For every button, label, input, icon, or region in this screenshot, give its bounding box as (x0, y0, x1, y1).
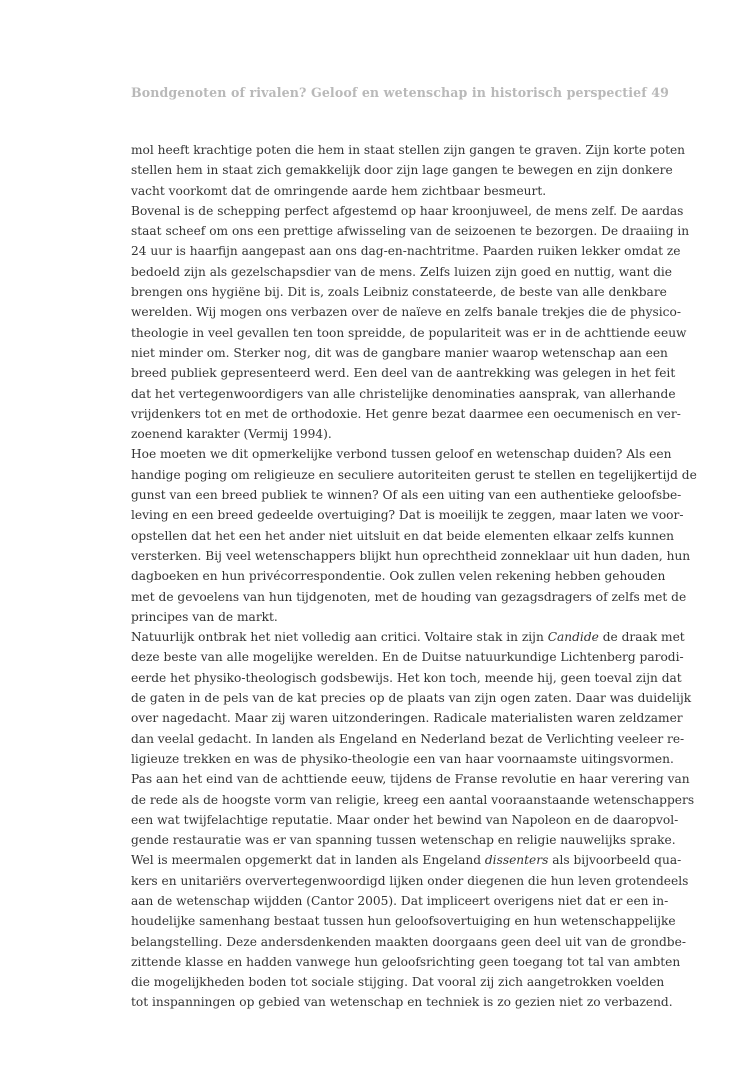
text-line: 24 uur is haarfijn aangepast aan ons dag-en-nachtritme. Paarden ruiken lekker omdat ze (131, 244, 681, 259)
text-line: gende restauratie was er van spanning tussen wetenschap en religie nauwelijks sprake. (131, 833, 676, 848)
text-fragment: de draak met (598, 630, 685, 645)
text-line: een wat twijfelachtige reputatie. Maar onder het bewind van Napoleon en de daaropvol- (131, 812, 679, 827)
text-line (131, 627, 685, 647)
text-line: de rede als de hoogste vorm van religie, kreeg een aantal vooraanstaande wetenschappers (131, 792, 695, 807)
text-line: belangstelling. Deze andersdenkenden maakten doorgaans geen deel uit van de grondbe- (131, 934, 686, 949)
text-fragment: Wel is meermalen opgemerkt dat in landen als Engeland (131, 853, 485, 868)
text-line: dagboeken en hun privécorrespondentie. Ook zullen velen rekening hebben gehouden (131, 569, 666, 584)
running-title: Bondgenoten of rivalen? Geloof en wetenschap in historisch perspectief (131, 85, 647, 100)
text-line: versterken. Bij veel wetenschappers blijkt hun oprechtheid zonneklaar uit hun daden, hun (131, 548, 691, 563)
text-line: opstellen dat het een het ander niet uitsluit en dat beide elementen elkaar zelfs kunnen (131, 528, 675, 543)
text-line: niet minder om. Sterker nog, dit was de gangbare manier waarop wetenschap aan een (131, 345, 668, 360)
text-line: ligieuze trekken en was de physiko-theologie een van haar voornaamste uitingsvormen. (131, 751, 674, 766)
body-text (131, 140, 697, 1013)
text-line: zoenend karakter (Vermij 1994). (131, 427, 332, 442)
italic-term: Candide (547, 630, 599, 645)
text-line: mol heeft krachtige poten die hem in staat stellen zijn gangen te graven. Zijn korte poten (131, 143, 686, 157)
text-line (131, 850, 682, 870)
text-line: breed publiek gepresenteerd werd. Een deel van de aantrekking was gelegen in het feit (131, 366, 676, 381)
text-line: tot inspanningen op gebied van wetenschap en techniek is zo gezien niet zo verbazend. (131, 995, 673, 1010)
text-line: houdelijke samenhang bestaat tussen hun geloofsovertuiging en hun wetenschappelijke (131, 914, 676, 929)
running-head (131, 85, 669, 100)
text-line: vrijdenkers tot en met de orthodoxie. Het genre bezat daarmee een oecumenisch en ver- (131, 406, 681, 421)
text-line: de gaten in de pels van de kat precies op de plaats van zijn ogen zaten. Daar was duidelijk (131, 691, 692, 706)
text-line: theologie in veel gevallen ten toon spreidde, de populariteit was er in de achttiende eeuw (131, 325, 687, 340)
text-line: zittende klasse en hadden vanwege hun geloofsrichting geen toegang tot tal van ambten (131, 954, 681, 969)
text-line: dat het vertegenwoordigers van alle christelijke denominaties aansprak, van allerhande (131, 386, 676, 401)
italic-term: dissenters (484, 853, 549, 868)
text-line: stellen hem in staat zich gemakkelijk door zijn lage gangen te bewegen en zijn donkere (131, 163, 673, 178)
text-line: eerde het physiko-theologisch godsbewijs. Het kon toch, meende hij, geen toeval zijn dat (131, 670, 682, 685)
text-line: Hoe moeten we dit opmerkelijke verbond tussen geloof en wetenschap duiden? Als een (131, 447, 672, 462)
text-fragment: Natuurlijk ontbrak het niet volledig aan critici. Voltaire stak in zijn (131, 630, 548, 645)
text-line: werelden. Wij mogen ons verbazen over de naïeve en zelfs banale trekjes die de physico- (131, 305, 681, 320)
text-line: handige poging om religieuze en seculiere autoriteiten gerust te stellen en tegelijkertijd de (131, 467, 697, 482)
text-line: principes van de markt. (131, 609, 278, 624)
text-line: brengen ons hygiëne bij. Dit is, zoals Leibniz constateerde, de beste van alle denkbare (131, 285, 667, 300)
text-line: met de gevoelens van hun tijdgenoten, met de houding van gezagsdragers of zelfs met de (131, 589, 687, 604)
text-line: vacht voorkomt dat de omringende aarde hem zichtbaar besmeurt. (131, 183, 547, 198)
text-fragment: als bijvoorbeeld qua- (548, 853, 682, 868)
text-line: aan de wetenschap wijdden (Cantor 2005). Dat impliceert overigens niet dat er een in- (131, 893, 669, 908)
text-line: Bovenal is de schepping perfect afgestemd op haar kroonjuweel, de mens zelf. De aardas (131, 203, 684, 218)
page-number: 49 (651, 85, 669, 100)
text-line: deze beste van alle mogelijke werelden. En de Duitse natuurkundige Lichtenberg parodi- (131, 650, 684, 665)
text-line: kers en unitariërs oververtegenwoordigd lijken onder diegenen die hun leven grotendeels (131, 873, 689, 888)
text-line: die mogelijkheden boden tot sociale stijging. Dat vooral zij zich aangetrokken voelden (131, 975, 665, 990)
text-line: staat scheef om ons een prettige afwisseling van de seizoenen te bezorgen. De draaiing in (131, 224, 690, 239)
text-line: Pas aan het eind van de achttiende eeuw, tijdens de Franse revolutie en haar verering van (131, 772, 690, 787)
text-line: leving en een breed gedeelde overtuiging? Dat is moeilijk te zeggen, maar laten we voor- (131, 508, 684, 523)
text-line: dan veelal gedacht. In landen als Engeland en Nederland bezat de Verlichting veeleer re- (131, 731, 685, 746)
text-line: gunst van een breed publiek te winnen? Of als een uiting van een authentieke geloofsbe- (131, 488, 682, 503)
text-line: over nagedacht. Maar zij waren uitzonderingen. Radicale materialisten waren zeldzamer (131, 711, 683, 726)
text-line: bedoeld zijn als gezelschapsdier van de mens. Zelfs luizen zijn goed en nuttig, want die (131, 264, 673, 279)
